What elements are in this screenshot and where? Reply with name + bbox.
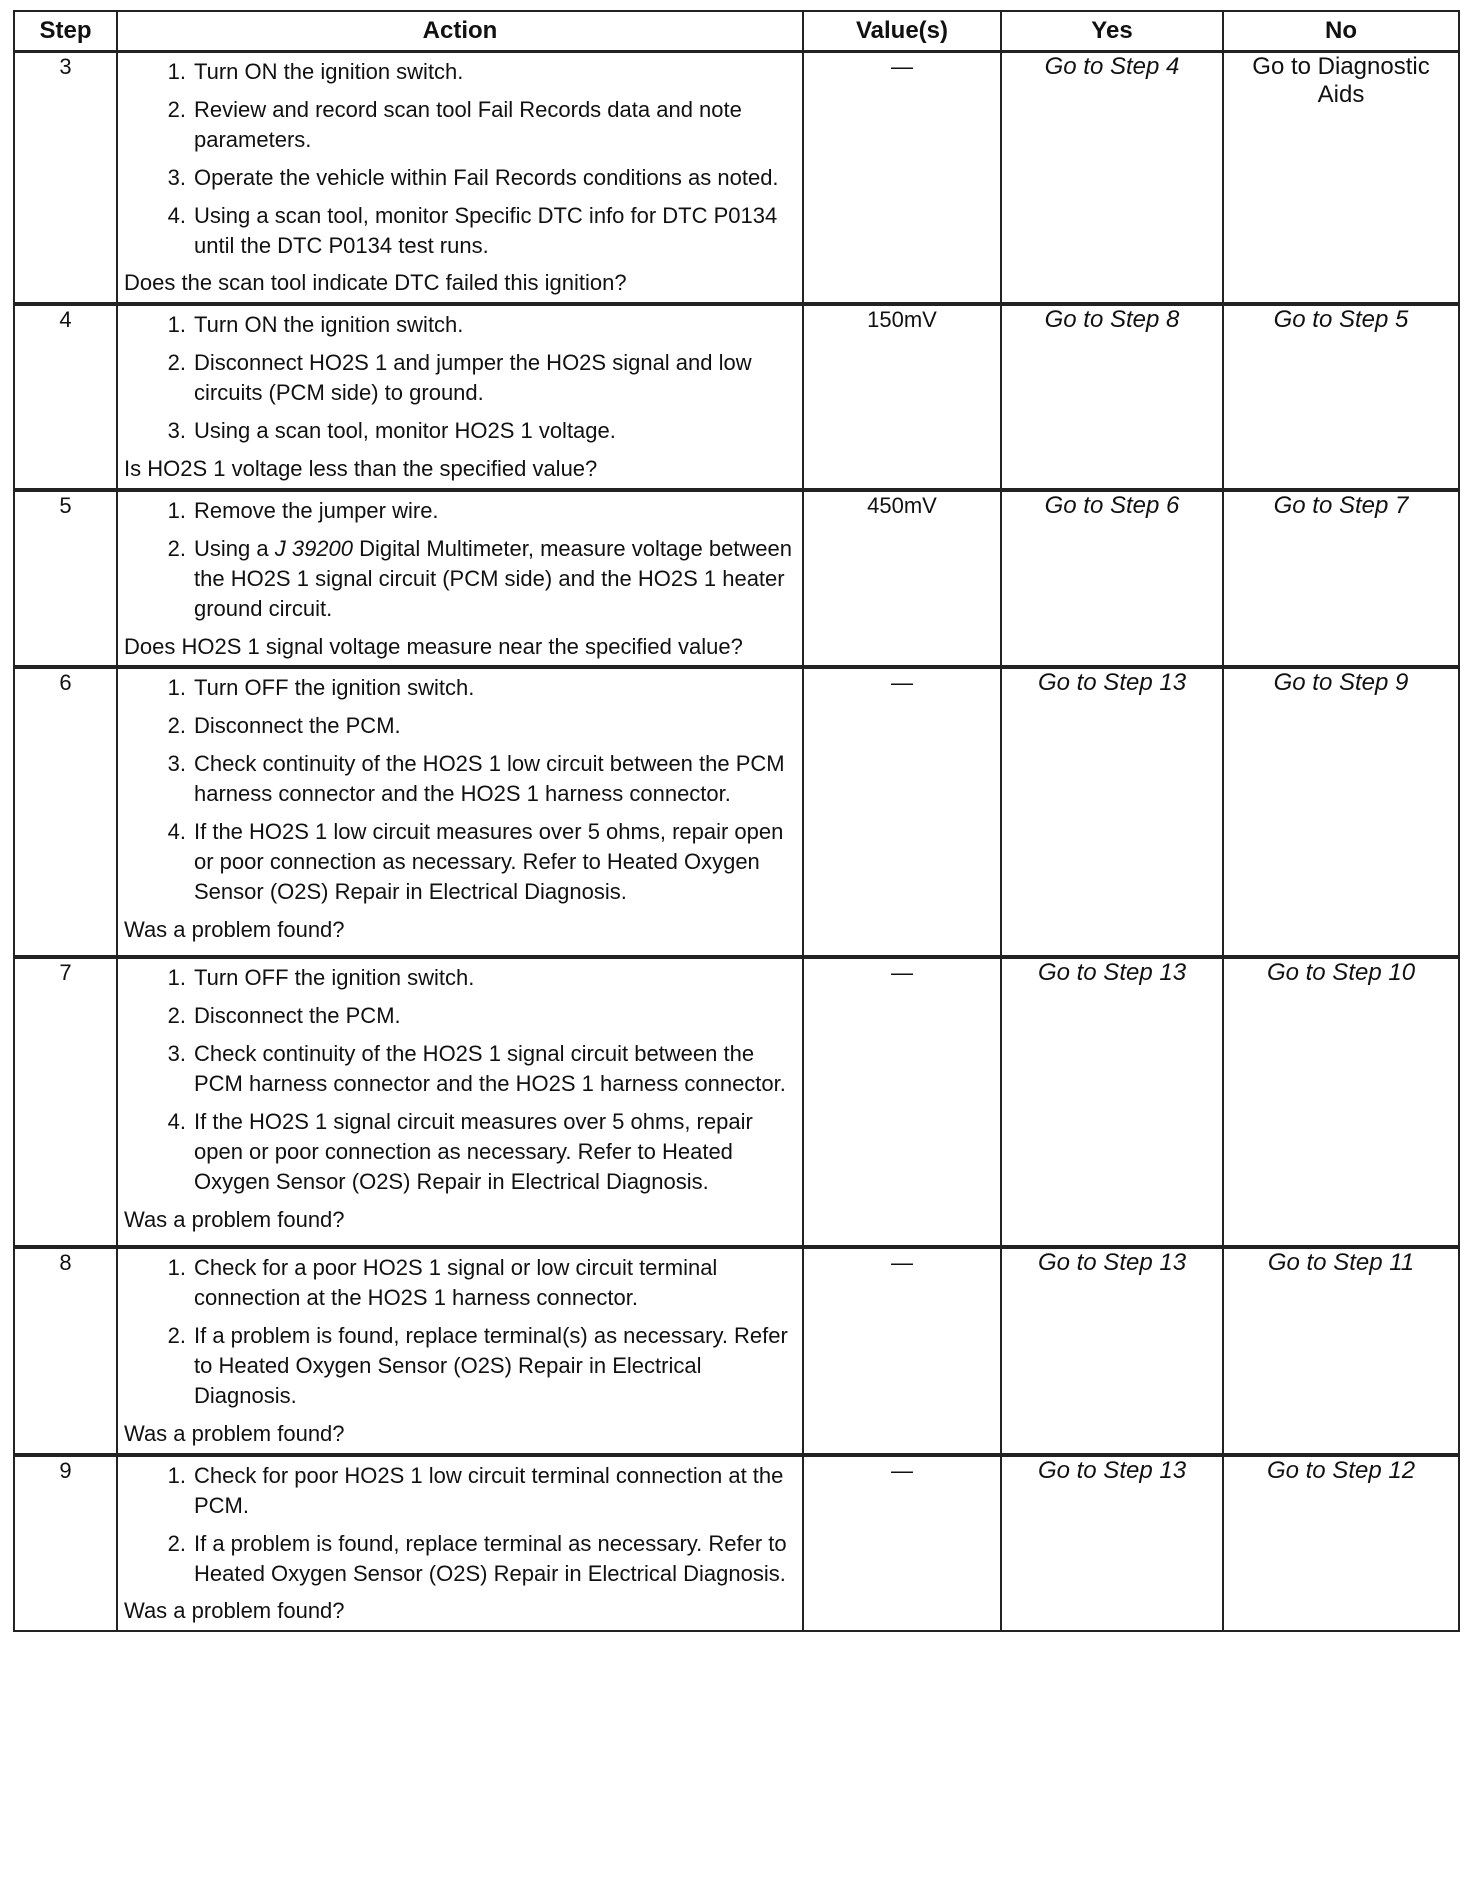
- action-list: [124, 496, 796, 624]
- yes-cell: Go to Step 6: [1001, 490, 1223, 668]
- action-item: [124, 963, 796, 993]
- action-item: [124, 57, 796, 87]
- action-item: [124, 673, 796, 703]
- action-list: [124, 673, 796, 906]
- header-yes: Yes: [1001, 11, 1223, 52]
- action-item-number: 4.: [167, 202, 186, 228]
- action-question: Does the scan tool indicate DTC failed this ignition?: [124, 270, 627, 296]
- action-item-number: 2.: [167, 1323, 186, 1349]
- action-item-number: 4.: [167, 1109, 186, 1135]
- action-item: [124, 534, 796, 624]
- action-cell: [117, 304, 803, 490]
- action-cell: [117, 1455, 803, 1632]
- yes-cell: Go to Step 13: [1001, 1455, 1223, 1632]
- yes-cell: Go to Step 13: [1001, 1247, 1223, 1454]
- action-item-text: Turn ON the ignition switch.: [194, 312, 464, 338]
- action-item-number: 2.: [167, 1003, 186, 1029]
- action-item: [124, 1321, 796, 1411]
- action-item-text: Disconnect the PCM.: [194, 1003, 401, 1029]
- action-item: [124, 416, 796, 446]
- action-item: [124, 1039, 796, 1099]
- action-cell: [117, 667, 803, 957]
- action-item-text: Remove the jumper wire.: [194, 497, 439, 523]
- step-number: 9: [14, 1455, 117, 1632]
- action-item-text: Check for poor HO2S 1 low circuit terminal connection at the PCM.: [194, 1462, 784, 1518]
- action-item: [124, 749, 796, 809]
- action-item-number: 2.: [167, 535, 186, 561]
- action-item: [124, 1001, 796, 1031]
- step-number: 8: [14, 1247, 117, 1454]
- no-cell: Go to Step 7: [1223, 490, 1459, 668]
- action-item-number: 2.: [167, 96, 186, 122]
- yes-cell: Go to Step 4: [1001, 52, 1223, 305]
- no-cell: Go to Step 5: [1223, 304, 1459, 490]
- header-no: No: [1223, 11, 1459, 52]
- action-item: [124, 95, 796, 155]
- action-item-number: 1.: [167, 497, 186, 523]
- action-item-text: Turn ON the ignition switch.: [194, 59, 464, 84]
- table-row: [14, 957, 1459, 1247]
- action-item-number: 1.: [167, 675, 186, 701]
- action-item-text: Using a scan tool, monitor HO2S 1 voltage.: [194, 418, 616, 444]
- table-row: [14, 1247, 1459, 1454]
- action-item: [124, 1107, 796, 1197]
- tool-reference: J 39200: [274, 535, 354, 561]
- action-item-number: 3.: [167, 1041, 186, 1067]
- action-list: [124, 57, 796, 260]
- step-number: 4: [14, 304, 117, 490]
- action-cell: [117, 957, 803, 1247]
- action-item-number: 1.: [167, 1255, 186, 1281]
- diagnostic-table: [13, 10, 1460, 1632]
- action-list: [124, 1461, 796, 1589]
- value-cell: —: [803, 1455, 1001, 1632]
- action-item: [124, 496, 796, 526]
- header-values: Value(s): [803, 11, 1001, 52]
- action-item-text: If the HO2S 1 signal circuit measures over 5 ohms, repair open or poor connection as necessary. Refer to Heated Oxygen Sensor (O2S) Repair in Electrical Diagnosis.: [194, 1109, 753, 1194]
- value-cell: —: [803, 1247, 1001, 1454]
- no-cell: Go to Step 10: [1223, 957, 1459, 1247]
- table-row: [14, 490, 1459, 668]
- action-cell: [117, 490, 803, 668]
- value-cell: —: [803, 667, 1001, 957]
- yes-cell: Go to Step 8: [1001, 304, 1223, 490]
- action-item-number: 4.: [167, 819, 186, 845]
- table-row: [14, 1455, 1459, 1632]
- action-item-text: Digital Multimeter, measure voltage between the HO2S 1 signal circuit (PCM side) and the HO2S 1 heater ground circuit.: [194, 535, 793, 621]
- table-row: [14, 52, 1459, 305]
- action-item-text: Check continuity of the HO2S 1 low circuit between the PCM harness connector and the HO2S 1 harness connector.: [194, 751, 785, 807]
- action-cell: [117, 1247, 803, 1454]
- value-cell: 150mV: [803, 304, 1001, 490]
- action-item-number: 3.: [167, 418, 186, 444]
- action-item-number: 2.: [167, 350, 186, 376]
- value-cell: —: [803, 957, 1001, 1247]
- step-number: 3: [14, 52, 117, 305]
- action-item-text: Turn OFF the ignition switch.: [194, 965, 475, 991]
- action-item-number: 3.: [167, 164, 186, 190]
- no-cell: Go to Step 9: [1223, 667, 1459, 957]
- no-cell: Go to Step 11: [1223, 1247, 1459, 1454]
- action-item: [124, 201, 796, 261]
- action-item-text: Disconnect HO2S 1 and jumper the HO2S signal and low circuits (PCM side) to ground.: [194, 350, 752, 406]
- action-item-number: 3.: [167, 751, 186, 777]
- action-item-text: Review and record scan tool Fail Records data and note parameters.: [194, 96, 742, 152]
- action-item: [124, 817, 796, 907]
- action-cell: [117, 52, 803, 305]
- header-action: Action: [117, 11, 803, 52]
- action-item: [124, 1529, 796, 1589]
- action-item-text: If a problem is found, replace terminal(s) as necessary. Refer to Heated Oxygen Sensor (O2S) Repair in Electrical Diagnosis.: [194, 1323, 788, 1409]
- action-item-number: 2.: [167, 713, 186, 739]
- action-question: Was a problem found?: [124, 1420, 345, 1446]
- yes-cell: Go to Step 13: [1001, 957, 1223, 1247]
- action-question: Is HO2S 1 voltage less than the specified value?: [124, 455, 598, 481]
- header-row: [14, 11, 1459, 52]
- action-list: [124, 1253, 796, 1411]
- table-row: [14, 667, 1459, 957]
- action-question: Was a problem found?: [124, 1206, 345, 1232]
- no-cell: Go to Step 12: [1223, 1455, 1459, 1632]
- action-item-text: Using a scan tool, monitor Specific DTC info for DTC P0134 until the DTC P0134 test runs.: [194, 202, 778, 258]
- action-question: Was a problem found?: [124, 916, 345, 942]
- action-item-text: Turn OFF the ignition switch.: [194, 675, 475, 701]
- table-row: [14, 304, 1459, 490]
- step-number: 6: [14, 667, 117, 957]
- value-cell: —: [803, 52, 1001, 305]
- action-item-number: 2.: [167, 1530, 186, 1556]
- action-item-number: 1.: [167, 1462, 186, 1488]
- yes-cell: Go to Step 13: [1001, 667, 1223, 957]
- action-item: [124, 348, 796, 408]
- action-question: Was a problem found?: [124, 1598, 345, 1624]
- action-item: [124, 711, 796, 741]
- action-item-text: If a problem is found, replace terminal as necessary. Refer to Heated Oxygen Sensor (O2S) Repair in Electrical Diagnosis.: [194, 1530, 787, 1586]
- action-list: [124, 963, 796, 1196]
- step-number: 7: [14, 957, 117, 1247]
- action-list: [124, 310, 796, 446]
- value-cell: 450mV: [803, 490, 1001, 668]
- action-item: [124, 310, 796, 340]
- action-item-number: 1.: [167, 965, 186, 991]
- action-item: [124, 1461, 796, 1521]
- action-item-text: Check continuity of the HO2S 1 signal circuit between the PCM harness connector and the HO2S 1 harness connector.: [194, 1041, 786, 1097]
- action-item: [124, 163, 796, 193]
- action-item-number: 1.: [167, 59, 186, 84]
- action-item-text: Check for a poor HO2S 1 signal or low circuit terminal connection at the HO2S 1 harness connector.: [194, 1255, 718, 1311]
- action-item-text: If the HO2S 1 low circuit measures over 5 ohms, repair open or poor connection as necessary. Refer to Heated Oxygen Sensor (O2S) Repair in Electrical Diagnosis.: [194, 819, 784, 904]
- action-item-prefix: Using a: [194, 535, 275, 561]
- step-number: 5: [14, 490, 117, 668]
- header-step: Step: [14, 11, 117, 52]
- action-item-number: 1.: [167, 312, 186, 338]
- action-question: Does HO2S 1 signal voltage measure near the specified value?: [124, 633, 743, 659]
- no-cell: Go to Diagnostic Aids: [1223, 52, 1459, 305]
- action-item: [124, 1253, 796, 1313]
- action-item-text: Operate the vehicle within Fail Records conditions as noted.: [194, 164, 779, 190]
- action-item-text: Disconnect the PCM.: [194, 713, 401, 739]
